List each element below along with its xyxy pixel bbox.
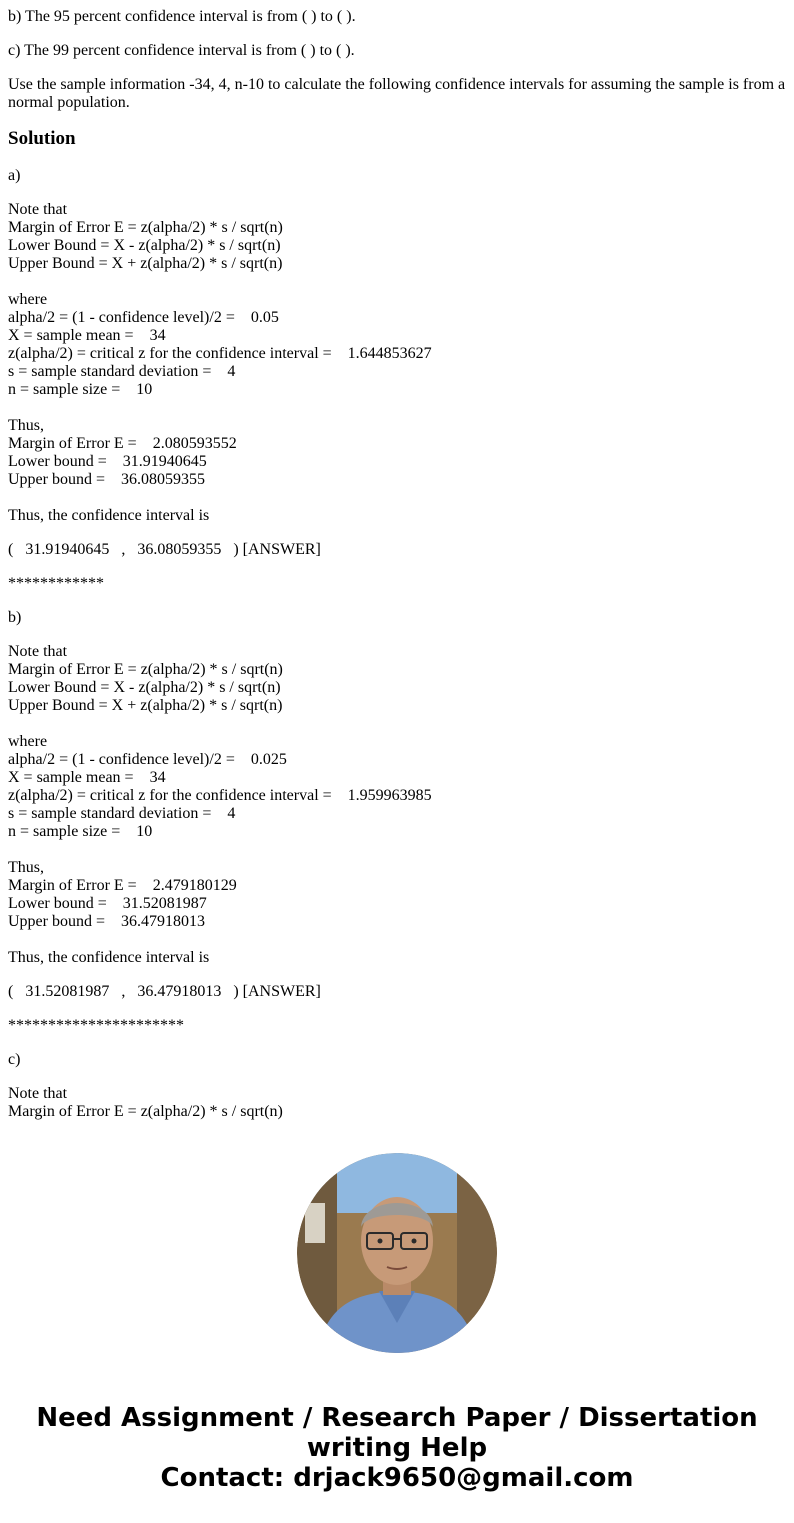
working-line — [8, 931, 790, 949]
working-line: Lower Bound = X - z(alpha/2) * s / sqrt(n) — [8, 237, 281, 254]
working-line: Margin of Error E = z(alpha/2) * s / sqrt(n) — [8, 219, 283, 236]
promo-line: Need Assignment / Research Paper / Dissertation — [36, 1403, 758, 1433]
working-line: z(alpha/2) = critical z for the confidence interval = 1.644853627 — [8, 345, 432, 362]
working-line: Upper Bound = X + z(alpha/2) * s / sqrt(n) — [8, 697, 283, 714]
section-label: c) — [8, 1051, 21, 1068]
working-line — [8, 273, 790, 291]
working-line — [8, 841, 790, 859]
working-line: Lower Bound = X - z(alpha/2) * s / sqrt(n) — [8, 679, 281, 696]
working-line: Margin of Error E = 2.479180129 — [8, 877, 237, 894]
working-line: where — [8, 291, 48, 308]
working-line: Lower bound = 31.52081987 — [8, 895, 207, 912]
solution-heading: Solution — [8, 128, 76, 149]
answer-line: ( 31.52081987 , 36.47918013 ) [ANSWER] — [8, 983, 321, 1000]
document-body — [8, 0, 790, 1122]
section-working — [8, 1085, 790, 1121]
working-line: alpha/2 = (1 - confidence level)/2 = 0.05 — [8, 309, 279, 326]
section-separator: ********************** — [8, 1017, 184, 1034]
working-line: z(alpha/2) = critical z for the confidence interval = 1.959963985 — [8, 787, 432, 804]
working-line: Thus, — [8, 859, 44, 876]
working-line: Margin of Error E = z(alpha/2) * s / sqrt(n) — [8, 661, 283, 678]
working-line — [8, 399, 790, 417]
working-line: Lower bound = 31.91940645 — [8, 453, 207, 470]
question-instructions: Use the sample information -34, 4, n-10 to calculate the following confidence intervals for assuming the sample is from a normal population. — [8, 76, 786, 111]
solution-section-b — [8, 609, 790, 1035]
person-photo-icon — [297, 1153, 497, 1353]
working-line — [8, 489, 790, 507]
working-line: Note that — [8, 643, 68, 660]
working-line: Note that — [8, 201, 68, 218]
working-line: Upper bound = 36.47918013 — [8, 913, 206, 930]
section-working — [8, 643, 790, 967]
working-line: s = sample standard deviation = 4 — [8, 805, 236, 822]
working-line: n = sample size = 10 — [8, 381, 153, 398]
working-line: alpha/2 = (1 - confidence level)/2 = 0.025 — [8, 751, 287, 768]
section-label: b) — [8, 609, 22, 626]
working-line: where — [8, 733, 48, 750]
question-part-c: c) The 99 percent confidence interval is from ( ) to ( ). — [8, 42, 355, 59]
working-line — [8, 715, 790, 733]
working-line: Margin of Error E = z(alpha/2) * s / sqrt(n) — [8, 1103, 283, 1120]
working-line: X = sample mean = 34 — [8, 769, 166, 786]
working-line: Upper Bound = X + z(alpha/2) * s / sqrt(n) — [8, 255, 283, 272]
question-part-b: b) The 95 percent confidence interval is from ( ) to ( ). — [8, 8, 356, 25]
section-separator: ************ — [8, 575, 104, 592]
working-line: Note that — [8, 1085, 68, 1102]
solution-section-a — [8, 167, 790, 593]
answer-line: ( 31.91940645 , 36.08059355 ) [ANSWER] — [8, 541, 321, 558]
working-line: Thus, the confidence interval is — [8, 949, 210, 966]
promo-contact: Contact: drjack9650@gmail.com — [160, 1463, 634, 1493]
section-label: a) — [8, 167, 21, 184]
solution-section-c — [8, 1051, 790, 1121]
working-line: X = sample mean = 34 — [8, 327, 166, 344]
working-line: n = sample size = 10 — [8, 823, 153, 840]
working-line: s = sample standard deviation = 4 — [8, 363, 236, 380]
person-photo-icon — [297, 1153, 497, 1353]
working-line: Upper bound = 36.08059355 — [8, 471, 206, 488]
working-line: Margin of Error E = 2.080593552 — [8, 435, 237, 452]
promo-banner — [0, 1403, 794, 1493]
working-line: Thus, the confidence interval is — [8, 507, 210, 524]
promo-line: writing Help — [306, 1433, 488, 1463]
working-line: Thus, — [8, 417, 44, 434]
section-working — [8, 201, 790, 525]
